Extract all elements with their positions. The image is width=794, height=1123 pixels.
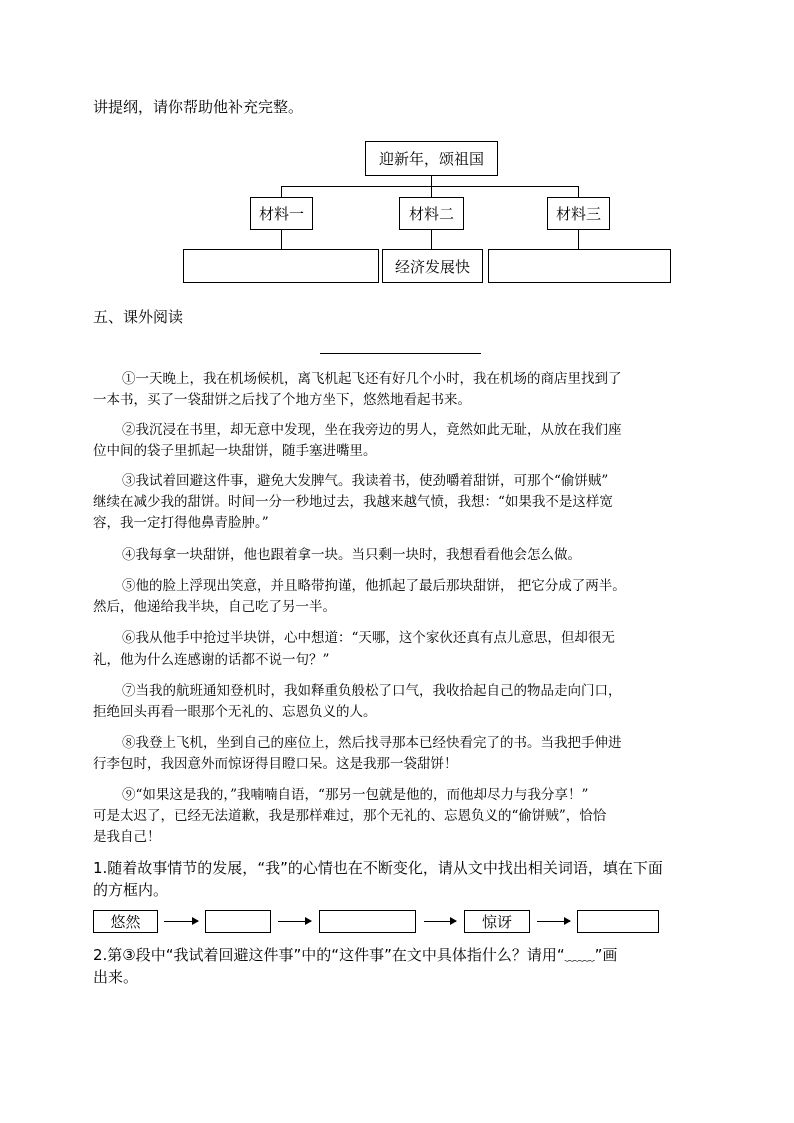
arrow-icon xyxy=(537,921,570,922)
material-box: 材料三 xyxy=(547,197,610,230)
question-line: 1.随着故事情节的发展，“我”的心情也在不断变化，请从文中找出相关词语，填在下面 xyxy=(93,859,663,877)
mood-box[interactable] xyxy=(319,910,416,933)
paragraph-line: ②我沉浸在书里，却无意中发现，坐在我旁边的男人，竟然如此无耻，从放在我们座 xyxy=(122,422,622,438)
connector xyxy=(281,186,282,197)
paragraph-line: 可是太迟了，已经无法道歉，我是那样难过，那个无礼的、忘恩负义的“偷饼贼”，恰恰 xyxy=(93,808,607,824)
connector xyxy=(431,176,432,186)
paragraph-line: 容，我一定打得他鼻青脸肿。” xyxy=(93,515,269,531)
paragraph-line: 继续在减少我的甜饼。时间一分一秒地过去，我越来越气愤，我想：“如果我不是这样宽 xyxy=(93,494,613,510)
paragraph-line: 然后，他递给我半块，自己吃了另一半。 xyxy=(93,599,336,615)
paragraph-line: ⑨“如果这是我的，”我喃喃自语，“那另一包就是他的，而他却尽力与我分享！” xyxy=(122,787,589,803)
arrow-icon xyxy=(164,921,198,922)
mood-box: 惊讶 xyxy=(464,910,530,933)
paragraph-line: 拒绝回头再看一眼那个无礼的、忘恩负义的人。 xyxy=(93,704,377,720)
material-box: 材料二 xyxy=(399,197,464,230)
paragraph-line: ①一天晚上，我在机场候机，离飞机起飞还有好几个小时，我在机场的商店里找到了 xyxy=(122,371,622,387)
passage-title-blank[interactable] xyxy=(320,353,481,354)
intro-line: 讲提纲，请你帮助他补充完整。 xyxy=(93,98,304,116)
outline-root-box: 迎新年，颂祖国 xyxy=(365,141,498,176)
connector xyxy=(431,186,432,197)
question-line: 出来。 xyxy=(93,968,139,986)
mood-box[interactable] xyxy=(577,910,659,933)
paragraph-line: 位中间的袋子里抓起一块甜饼，随手塞进嘴里。 xyxy=(93,443,377,459)
connector xyxy=(578,186,579,197)
answer-box-2: 经济发展快 xyxy=(382,249,483,283)
arrow-icon xyxy=(424,921,456,922)
connector xyxy=(431,230,432,249)
answer-box-3[interactable] xyxy=(488,249,671,283)
question-line: 2.第③段中“我试着回避这件事”中的“这件事”在文中具体指什么？请用“﹏﹏”画 xyxy=(93,946,618,964)
paragraph-line: ⑤他的脸上浮现出笑意，并且略带拘谨，他抓起了最后那块甜饼， 把它分成了两半。 xyxy=(122,578,626,594)
paragraph-line: ⑧我登上飞机，坐到自己的座位上，然后找寻那本已经快看完了的书。当我把手伸进 xyxy=(122,735,622,751)
connector xyxy=(281,230,282,249)
arrow-icon xyxy=(278,921,311,922)
paragraph-line: ④我每拿一块甜饼，他也跟着拿一块。当只剩一块时，我想看看他会怎么做。 xyxy=(122,547,581,563)
paragraph-line: 礼，他为什么连感谢的话都不说一句？” xyxy=(93,652,330,668)
connector xyxy=(281,186,578,187)
paragraph-line: ⑦当我的航班通知登机时，我如释重负般松了口气，我收拾起自己的物品走向门口， xyxy=(122,683,622,699)
paragraph-line: ③我试着回避这件事，避免大发脾气。我读着书，使劲嚼着甜饼，可那个“偷饼贼” xyxy=(122,473,609,489)
answer-box-1[interactable] xyxy=(183,249,379,283)
material-box: 材料一 xyxy=(250,197,313,230)
connector xyxy=(578,230,579,249)
paragraph-line: 一本书，买了一袋甜饼之后找了个地方坐下，悠然地看起书来。 xyxy=(93,392,471,408)
question-line: 的方框内。 xyxy=(93,881,169,899)
mood-box: 悠然 xyxy=(93,910,158,933)
paragraph-line: 是我自己！ xyxy=(93,829,161,845)
mood-box[interactable] xyxy=(205,910,271,933)
paragraph-line: ⑥我从他手中抢过半块饼，心中想道：“天哪，这个家伙还真有点儿意思，但却很无 xyxy=(122,630,615,646)
section-title: 五、课外阅读 xyxy=(93,308,184,326)
paragraph-line: 行李包时，我因意外而惊讶得目瞪口呆。这是我那一袋甜饼！ xyxy=(93,756,458,772)
